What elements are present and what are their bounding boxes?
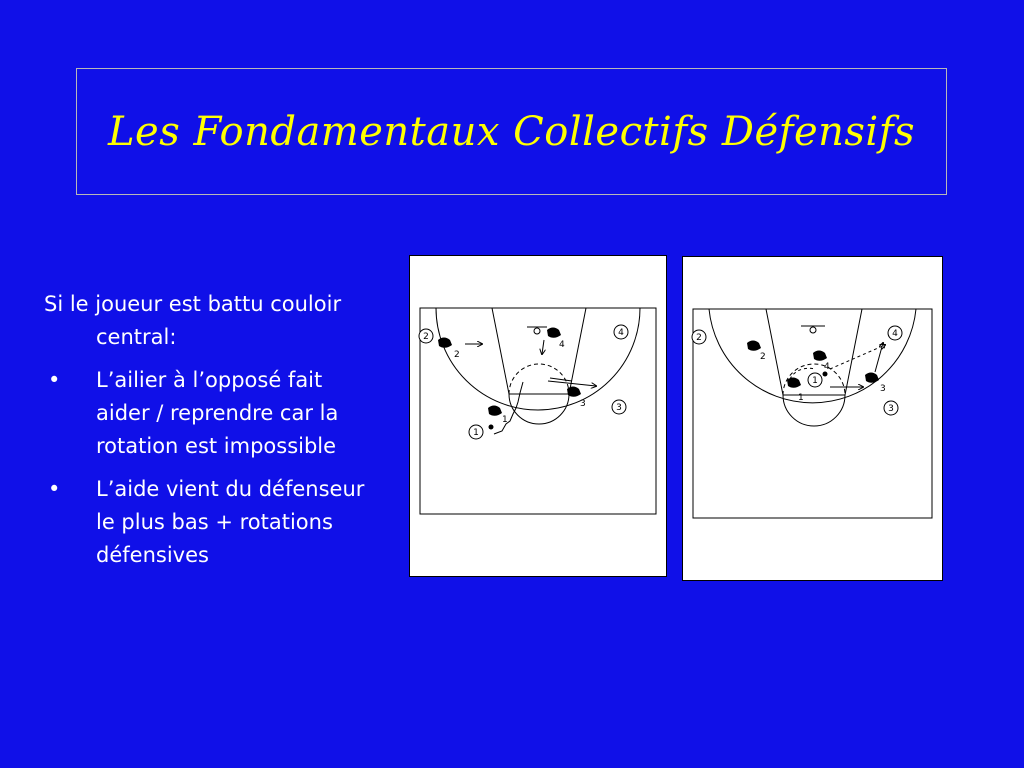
rim: [810, 327, 816, 333]
offense-player-1: [469, 425, 483, 439]
offense-number: 1: [812, 376, 818, 386]
arrow-tail: [550, 378, 572, 381]
offense-player-3: [884, 401, 898, 415]
defense-number: 4: [824, 362, 830, 372]
free-throw-arc: [783, 395, 845, 426]
court-diagram-right: [682, 256, 943, 581]
offense-player-4: [888, 326, 902, 340]
court-drawing-right: [683, 257, 944, 582]
defense-number: 4: [559, 340, 565, 350]
slide-title: Les Fondamentaux Collectifs Défensifs: [107, 108, 916, 155]
defense-number: 1: [502, 415, 508, 425]
defender-4: [547, 328, 565, 351]
arrow: [875, 343, 883, 372]
defender-3: [567, 387, 586, 410]
defender-4: [813, 351, 830, 373]
offense-player-3: [612, 400, 626, 414]
defense-number: 2: [760, 352, 766, 362]
court-diagram-left: [409, 255, 667, 577]
offense-number: 3: [888, 404, 894, 414]
free-throw-arc: [509, 394, 569, 424]
offense-number: 4: [618, 328, 624, 338]
defender-1: [787, 378, 804, 404]
offense-number: 4: [892, 329, 898, 339]
title-frame: [76, 68, 947, 195]
bullet-text: L’ailier à l’opposé fait aider / reprendre car la rotation est impossible: [96, 368, 339, 458]
slide-body: [44, 288, 374, 582]
bullet-text: L’aide vient du défenseur le plus bas + rotations défensives: [96, 477, 365, 567]
defender-2: [747, 341, 766, 363]
ball: [823, 372, 828, 377]
defender-1: [488, 406, 508, 426]
offense-number: 2: [423, 332, 429, 342]
bullet-dot: •: [48, 368, 61, 392]
offense-player-1: [808, 373, 822, 387]
three-point-arc: [436, 308, 640, 410]
defense-number: 2: [454, 350, 460, 360]
bullet-item: [44, 473, 374, 572]
ball: [489, 425, 494, 430]
offense-player-4: [614, 325, 628, 339]
offense-number: 1: [473, 428, 479, 438]
offense-player-2: [692, 330, 706, 344]
bullet-dot: •: [48, 477, 61, 501]
defense-number: 3: [880, 384, 886, 394]
arrow: [548, 381, 596, 386]
court-drawing-left: [410, 256, 668, 578]
offense-player-2: [419, 329, 433, 343]
defense-number: 3: [580, 399, 586, 409]
defense-number: 1: [798, 393, 804, 403]
offense-number: 2: [696, 333, 702, 343]
arrow: [542, 340, 544, 354]
offense-number: 3: [616, 403, 622, 413]
intro-text: Si le joueur est battu couloir central:: [44, 292, 342, 349]
rim: [534, 328, 540, 334]
bullet-item: [44, 364, 374, 463]
